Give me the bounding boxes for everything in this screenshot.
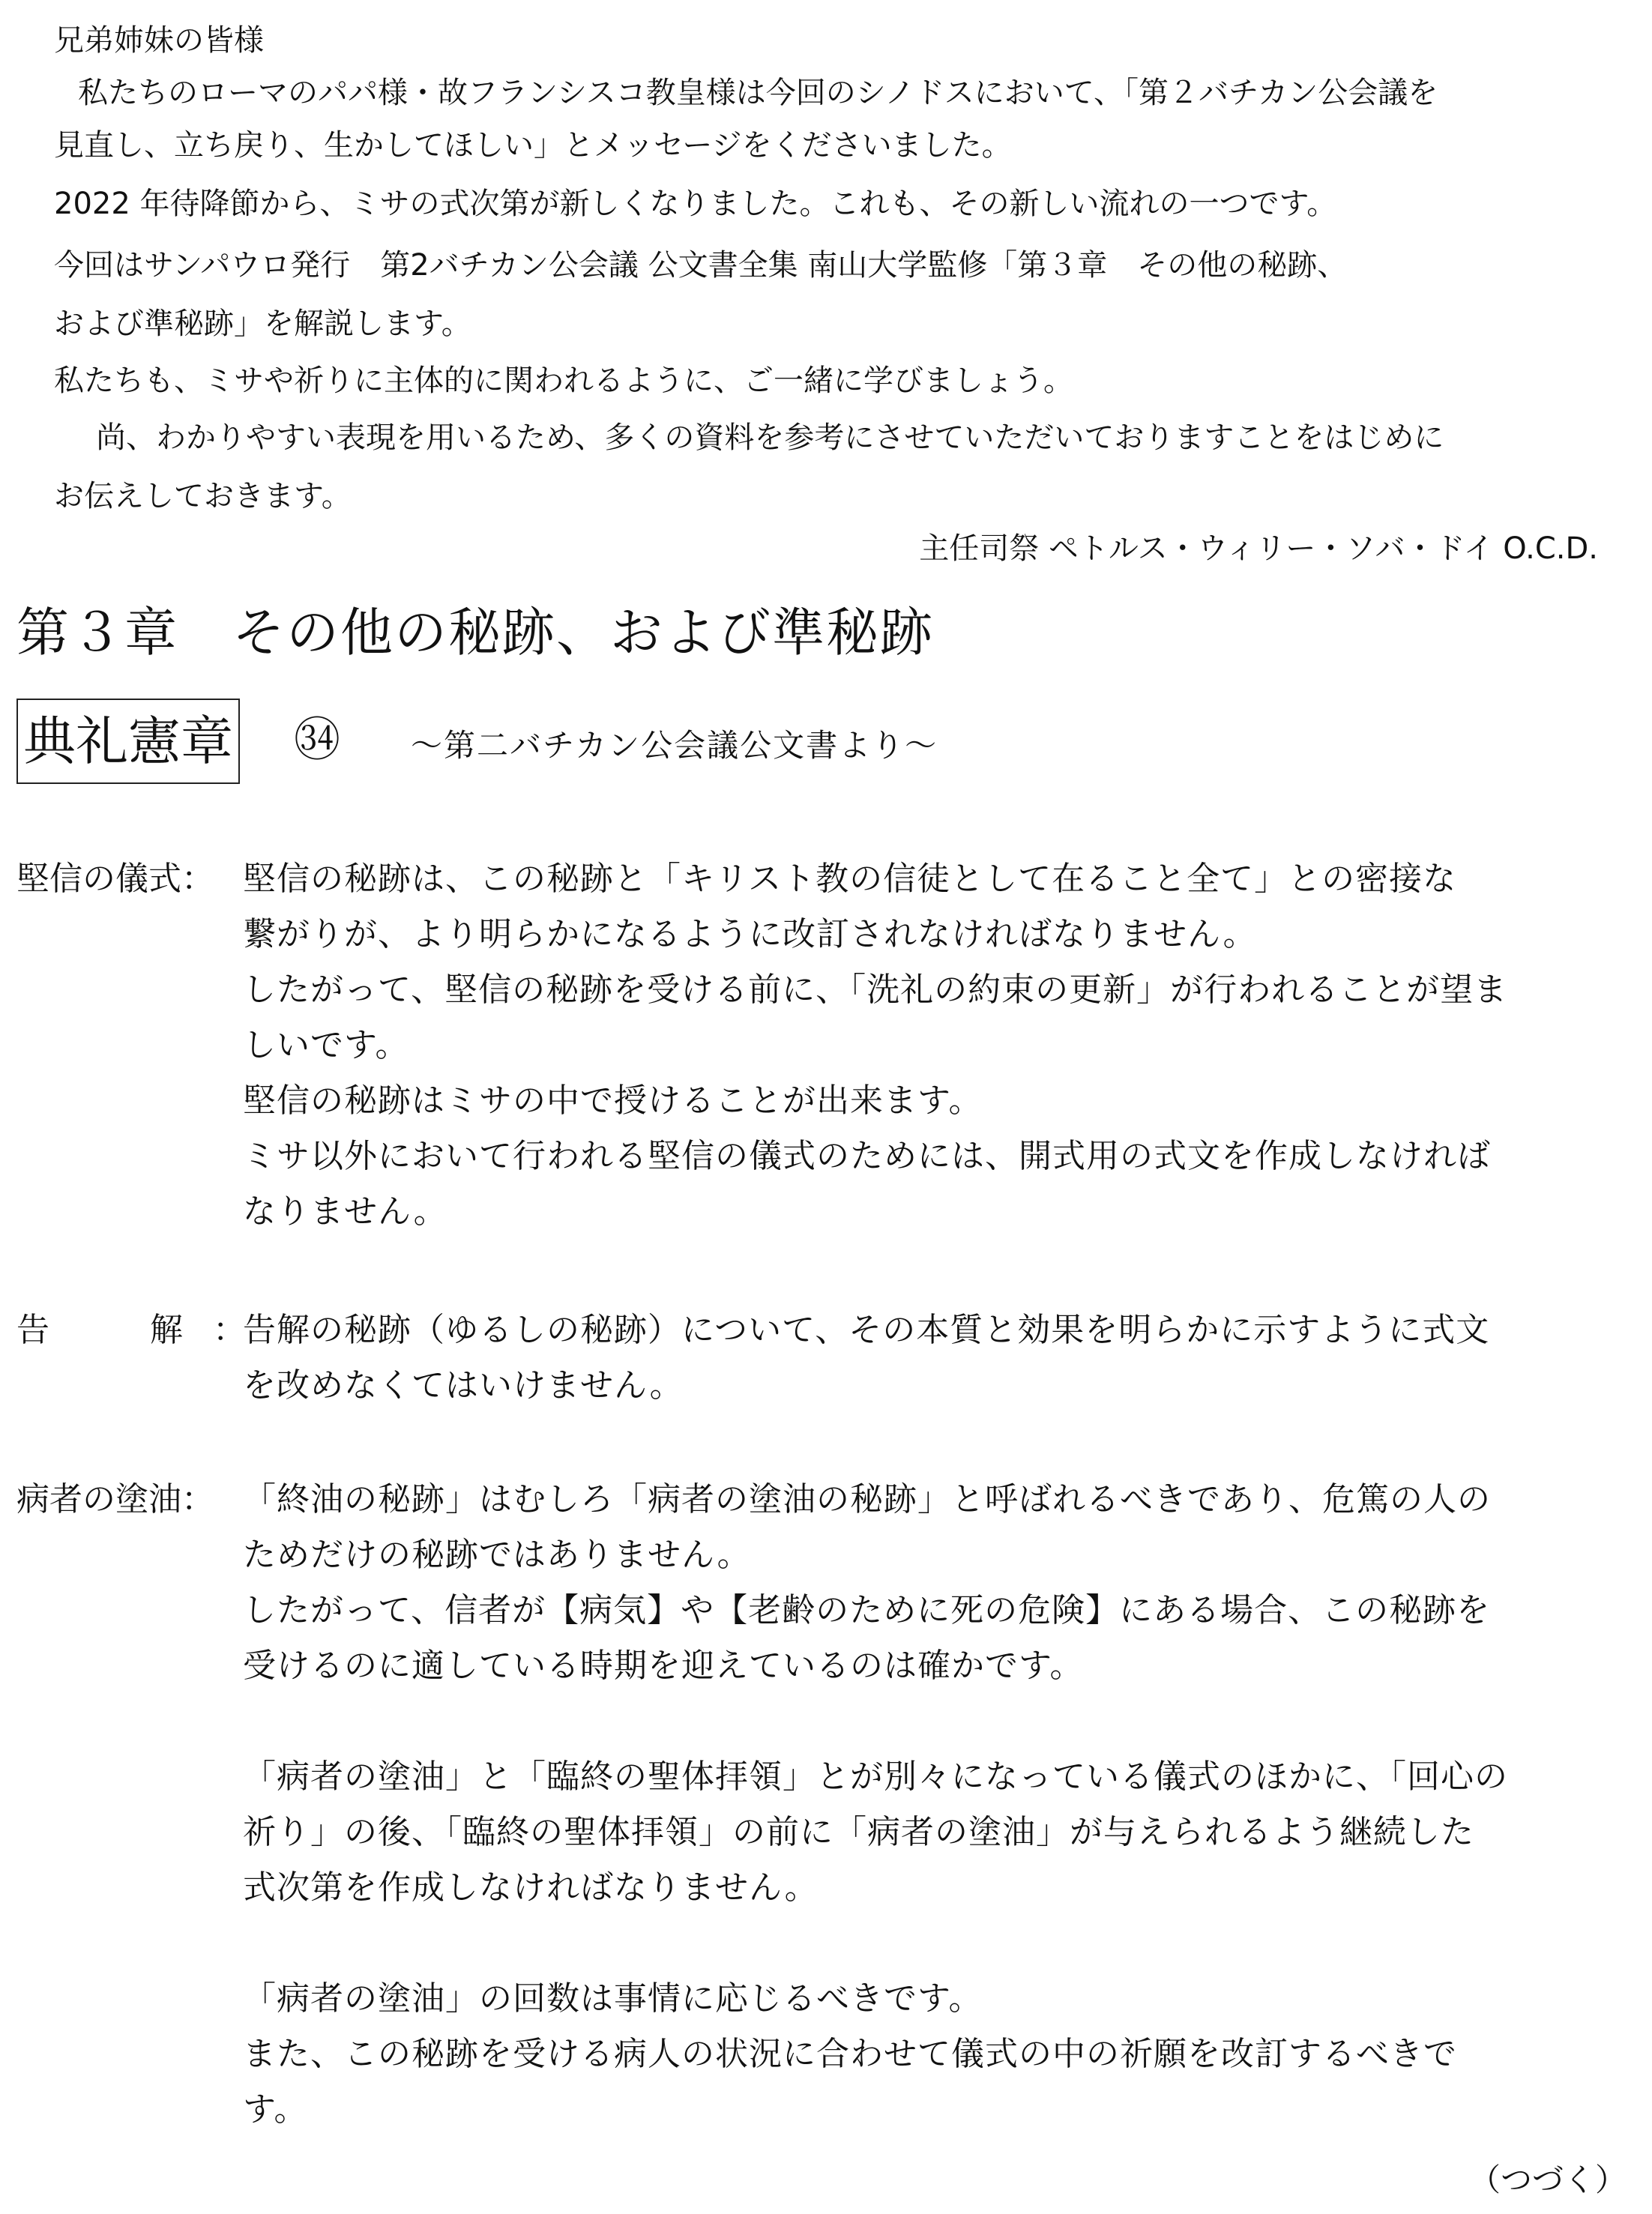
paragraph-gap (243, 1916, 1637, 1971)
body-line: 告解の秘跡（ゆるしの秘跡）について、その本質と効果を明らかに示すように式文 (243, 1311, 1490, 1349)
constitution-subtitle: ～第二バチカン公会議公文書より～ (411, 727, 938, 764)
section-body (243, 1303, 1637, 1414)
body-line: 「病者の塗油」の回数は事情に応じるべきです。 (243, 1979, 983, 2018)
body-line: ためだけの秘跡ではありません。 (243, 1536, 751, 1574)
chapter-title: 第３章 その他の秘跡、および準秘跡 (16, 602, 934, 663)
body-line: 祈り」の後、「臨終の聖体拝領」の前に「病者の塗油」が与えられるよう継続した (243, 1813, 1474, 1851)
section-label-part: 解 (150, 1311, 183, 1349)
body-line: 受けるのに適している時期を迎えているのは確かです。 (243, 1647, 1084, 1685)
intro-line: 2022 年待降節から、ミサの式次第が新しくなりました。これも、その新しい流れの一つです。 (54, 187, 1337, 221)
body-line: 堅信の秘跡は、この秘跡と「キリスト教の信徒として在ること全て」との密接な (243, 860, 1457, 898)
intro-line: 見直し、立ち戻り、生かしてほしい」とメッセージをくださいました。 (54, 128, 1012, 163)
intro-line: 今回はサンパウロ発行 第2バチカン公会議 公文書全集 南山大学監修「第３章 その他の秘跡、 (54, 248, 1348, 283)
body-line: ミサ以外において行われる堅信の儀式のためには、開式用の式文を作成しなければ (243, 1137, 1491, 1175)
paragraph-gap (243, 1694, 1637, 1749)
section-body (243, 1472, 1637, 2138)
constitution-label-box: 典礼憲章 (16, 699, 240, 784)
body-line: なりません。 (243, 1192, 447, 1231)
body-line: 堅信の秘跡はミサの中で授けることが出来ます。 (243, 1082, 983, 1120)
section-label-part: ： (213, 1311, 246, 1349)
body-line: 「病者の塗油」と「臨終の聖体拝領」とが別々になっている儀式のほかに、「回心の (243, 1758, 1508, 1796)
intro-line: 私たちのローマのパパ様・故フランシスコ教皇様は今回のシノドスにおいて、「第２バチカン公会議を (78, 76, 1438, 110)
section-label-part: 告 (16, 1311, 49, 1349)
signature: 主任司祭 ペトルス・ウィリー・ソバ・ドイ O.C.D. (919, 531, 1598, 566)
greeting: 兄弟姉妹の皆様 (54, 23, 264, 58)
body-line: したがって、信者が【病気】や【老齢のために死の危険】にある場合、この秘跡を (243, 1591, 1491, 1629)
body-line: また、この秘跡を受ける病人の状況に合わせて儀式の中の祈願を改訂するべきで (243, 2035, 1457, 2073)
section-label: 堅信の儀式： (16, 860, 214, 898)
continued-marker: （つづく） (1468, 2162, 1627, 2198)
section-label: 病者の塗油： (16, 1480, 214, 1518)
body-line: 「終油の秘跡」はむしろ「病者の塗油の秘跡」と呼ばれるべきであり、危篤の人の (243, 1480, 1491, 1518)
body-line: 繋がりが、より明らかになるように改訂されなければなりません。 (243, 915, 1257, 953)
body-line: を改めなくてはいけません。 (243, 1366, 684, 1405)
intro-line: 尚、わかりやすい表現を用いるため、多くの資料を参考にさせていただいておりますことをはじめに (96, 420, 1444, 455)
body-line: しいです。 (243, 1026, 409, 1064)
intro-line: 私たちも、ミサや祈りに主体的に関われるように、ご一緒に学びましょう。 (54, 364, 1073, 398)
body-line: したがって、堅信の秘跡を受ける前に、「洗礼の約束の更新」が行われることが望ま (243, 971, 1508, 1009)
intro-line: お伝えしておきます。 (54, 479, 352, 513)
article-number: ㉞ (294, 712, 341, 767)
body-line: 式次第を作成しなければなりません。 (243, 1868, 819, 1907)
section-body (243, 851, 1637, 1240)
body-line: す。 (243, 2090, 308, 2129)
intro-line: および準秘跡」を解説します。 (54, 307, 471, 341)
